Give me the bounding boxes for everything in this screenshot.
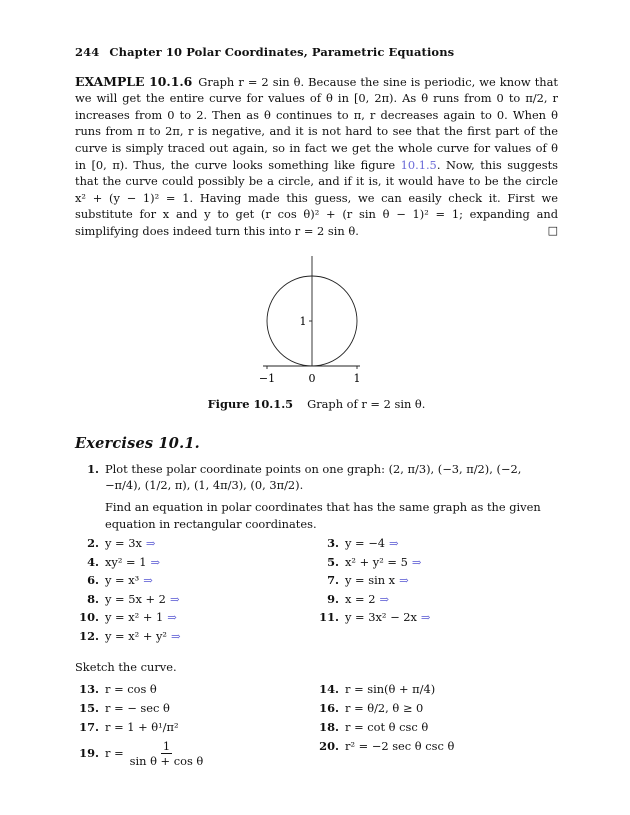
chapter-title: Chapter 10 Polar Coordinates, Parametric Equations xyxy=(109,45,455,59)
exercise-number: 15. xyxy=(79,700,99,715)
exercise-expression: r = sin(θ + π/4) xyxy=(345,681,436,696)
exercise-number: 19. xyxy=(79,746,99,761)
exercises-heading: Exercises 10.1. xyxy=(75,435,200,453)
exercise-expression: x = 2 xyxy=(345,591,376,606)
exercise-item xyxy=(75,608,315,627)
exercise-1 xyxy=(75,461,558,494)
answer-arrow-link[interactable]: ⇒ xyxy=(167,610,177,625)
exercise-number: 1. xyxy=(87,461,99,476)
exercise-number: 5. xyxy=(327,554,339,569)
sketch-item xyxy=(75,680,315,699)
answer-arrow-link[interactable]: ⇒ xyxy=(379,591,390,606)
exercise-item xyxy=(75,571,315,590)
sketch-item xyxy=(75,699,315,718)
example-paragraph xyxy=(75,74,558,240)
answer-arrow-link[interactable]: ⇒ xyxy=(171,628,181,643)
instruction-polar: Find an equation in polar coordinates that has the same graph as the given equation in rectangular coordinates. xyxy=(105,499,541,531)
exercise-item xyxy=(75,590,315,609)
exercise-list xyxy=(75,461,558,771)
answer-arrow-link[interactable]: ⇒ xyxy=(420,610,431,625)
exercise-expression: x² + y² = 5 xyxy=(345,554,408,569)
sketch-exercises xyxy=(75,680,558,771)
exercise-number: 20. xyxy=(319,738,339,753)
exercise-number: 3. xyxy=(327,536,339,551)
answer-arrow-link[interactable]: ⇒ xyxy=(169,591,180,606)
exercise-number: 9. xyxy=(327,591,339,606)
page xyxy=(75,44,558,771)
exercise-number: 4. xyxy=(87,554,99,569)
sketch-item xyxy=(75,737,315,771)
sketch-item xyxy=(315,737,555,756)
exercise-expression-lhs: r = xyxy=(105,746,124,761)
exercise-expression: r = 1 + θ¹/π² xyxy=(105,719,179,734)
exercise-number: 11. xyxy=(319,610,339,625)
exercise-item xyxy=(315,553,555,572)
exercise-expression: xy² = 1 xyxy=(105,554,147,569)
exercise-expression: y = 5x + 2 xyxy=(105,591,166,606)
exercise-expression: y = −4 xyxy=(345,536,386,551)
figure xyxy=(75,244,558,394)
exercise-expression: y = x² + y² xyxy=(105,628,167,643)
sketch-item xyxy=(75,718,315,737)
exercise-item xyxy=(315,571,555,590)
exercise-expression: y = 3x² − 2x xyxy=(345,610,417,625)
answer-arrow-link[interactable]: ⇒ xyxy=(389,536,399,551)
polar-graph xyxy=(245,244,385,394)
tick-label-1: 1 xyxy=(353,371,361,385)
page-number: 244 xyxy=(75,45,100,59)
exercise-expression: r = cos θ xyxy=(105,681,157,696)
exercise-item xyxy=(75,553,315,572)
tick-label-neg1: −1 xyxy=(258,371,276,385)
figure-caption xyxy=(75,396,558,413)
exercise-expression: y = x³ xyxy=(105,573,140,588)
sketch-item xyxy=(315,680,555,699)
instruction-sketch: Sketch the curve. xyxy=(75,660,177,675)
exercise-number: 18. xyxy=(319,719,339,734)
exercise-expression: y = 3x xyxy=(105,536,142,551)
fraction-denominator: sin θ + cos θ xyxy=(129,754,204,769)
exercise-item xyxy=(75,627,315,646)
exercise-item xyxy=(315,608,555,627)
exercise-number: 13. xyxy=(79,681,99,696)
example-text: Graph r = 2 sin θ. Because the sine is periodic, we know that we will get the entire curve for values of θ in [0, 2π). As θ runs from 0 to π/2, r increases from 0 to 2. Then as θ continues to π, r decreases again to 0. When θ runs from π to 2π, r is negative, and it is not hard to see that the first part of the curve is simply traced out again, so in fact we get the whole curve for values of θ in [0, π). Thus, the curve looks something like figure xyxy=(75,74,558,172)
answer-arrow-link[interactable]: ⇒ xyxy=(399,573,409,588)
exercise-number: 6. xyxy=(87,573,99,588)
exercise-item xyxy=(75,534,315,553)
example-text-continued: . Now, this suggests that the curve could possibly be a circle, and if it is, it would have to be the circle x² + (y − 1)² = 1. Having made this guess, we can easily check it. First we substitute for x and y to get (r cos θ)² + (r sin θ − 1)² = 1; expanding and simplifying does indeed turn this into r = 2 sin θ. xyxy=(75,157,558,238)
exercise-expression: r = θ/2, θ ≥ 0 xyxy=(345,700,424,715)
exercise-expression: r = cot θ csc θ xyxy=(345,719,429,734)
exercise-expression: r² = −2 sec θ csc θ xyxy=(345,738,455,753)
sketch-item xyxy=(315,718,555,737)
exercise-number: 12. xyxy=(79,628,99,643)
exercise-number: 7. xyxy=(327,573,339,588)
sketch-item xyxy=(315,699,555,718)
exercise-expression: r = − sec θ xyxy=(105,700,170,715)
tick-label-y1: 1 xyxy=(299,314,307,328)
fraction xyxy=(128,739,206,768)
exercise-item xyxy=(315,534,555,553)
exercise-number: 17. xyxy=(79,719,99,734)
tick-label-0: 0 xyxy=(308,371,316,385)
running-head xyxy=(75,44,558,61)
exercise-number: 10. xyxy=(79,610,99,625)
answer-arrow-link[interactable]: ⇒ xyxy=(411,554,422,569)
figure-caption-label: Figure 10.1.5 xyxy=(207,396,294,411)
conversion-exercises xyxy=(75,534,558,645)
figure-reference-link[interactable]: 10.1.5 xyxy=(400,157,437,172)
exercise-number: 8. xyxy=(87,591,99,606)
answer-arrow-link[interactable]: ⇒ xyxy=(143,573,153,588)
exercise-number: 2. xyxy=(87,536,99,551)
figure-caption-text: Graph of r = 2 sin θ. xyxy=(307,396,426,411)
fraction-numerator: 1 xyxy=(162,739,171,754)
exercise-text: Plot these polar coordinate points on one graph: (2, π/3), (−3, π/2), (−2, −π/4), (1/2, π), (1, 4π/3), (0, 3π/2). xyxy=(105,461,522,493)
exercise-expression: y = x² + 1 xyxy=(105,610,164,625)
exercise-item xyxy=(315,590,555,609)
exercise-number: 16. xyxy=(319,700,339,715)
answer-arrow-link[interactable]: ⇒ xyxy=(150,554,161,569)
qed-symbol: □ xyxy=(547,223,558,237)
answer-arrow-link[interactable]: ⇒ xyxy=(145,536,156,551)
exercise-expression: y = sin x xyxy=(345,573,396,588)
exercise-number: 14. xyxy=(319,681,339,696)
example-label: EXAMPLE 10.1.6 xyxy=(75,73,193,89)
